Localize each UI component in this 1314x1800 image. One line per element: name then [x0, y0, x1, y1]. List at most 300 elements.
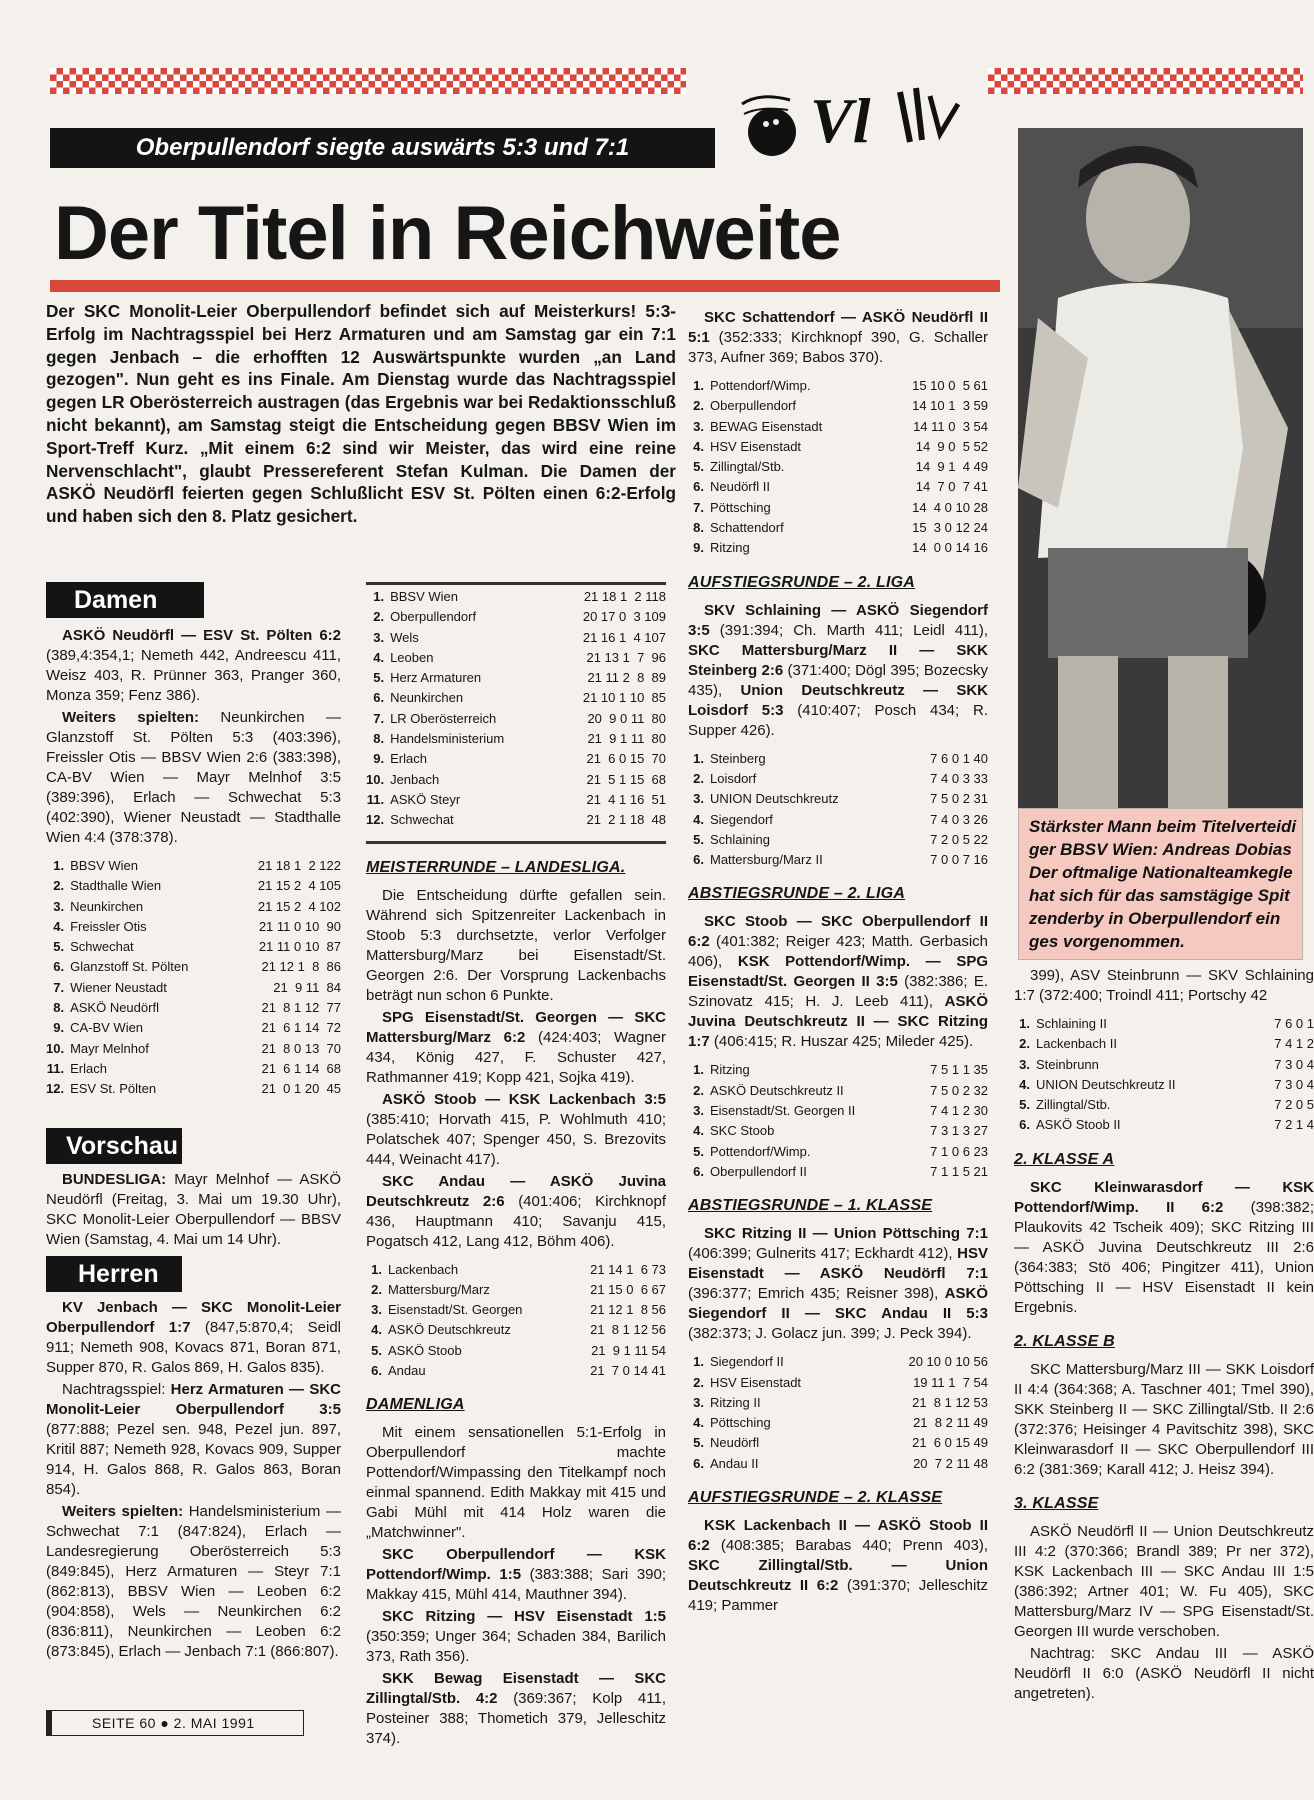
standings-row	[366, 790, 666, 810]
team-name: Andau	[388, 1363, 426, 1379]
team-stats: 21 10 1 10 85	[582, 690, 666, 706]
match-headline: SKC Ritzing — HSV Eisenstadt 1:5	[382, 1608, 666, 1626]
team-stats: 21 9 1 11 80	[587, 731, 666, 747]
nachtrag-label: Nachtragsspiel:	[62, 1380, 166, 1398]
standings-row	[46, 978, 341, 998]
page-date: 2. MAI 1991	[173, 1715, 255, 1731]
team-name: UNION Deutschkreutz	[710, 791, 839, 807]
rank: 3.	[693, 1103, 704, 1119]
team-name: Andau II	[710, 1455, 759, 1471]
team-name: Steinbrunn	[1036, 1056, 1099, 1072]
match-details: (401:382; Reiger 423; Matth. Gerbasich 406),	[688, 933, 989, 971]
standings-row	[46, 897, 341, 917]
match-details: (408:385; Barabas 440; Prenn 403),	[720, 1537, 988, 1555]
standings-row	[688, 810, 988, 830]
team-name: Handelsministerium	[390, 731, 505, 747]
team-name: Mattersburg/Marz II	[710, 852, 823, 868]
team-stats: 15 10 0 5 61	[912, 378, 988, 393]
rank: 3.	[693, 418, 704, 434]
match-headline: SKC Mattersburg/Marz II — SKK Steinberg 2:6	[688, 641, 988, 679]
page-footer	[46, 1710, 304, 1736]
team-stats: 21 15 2 4 105	[257, 878, 341, 894]
team-name: Lackenbach II	[1036, 1036, 1117, 1052]
match-details: (391:370; Jelleschitz 419; Pammer	[688, 1577, 988, 1615]
standings-row	[688, 850, 988, 870]
team-name: Zillingtal/Stb.	[1036, 1097, 1111, 1113]
rank: 3.	[373, 629, 385, 645]
rank: 7.	[53, 979, 65, 995]
standings-row	[46, 998, 341, 1018]
team-name: ASKÖ Stoob II	[1036, 1117, 1121, 1133]
match-headline: ASKÖ Juvina Deutschkreutz II — SKC Ritzing 1:7	[688, 993, 988, 1051]
rank: 4.	[53, 918, 65, 934]
team-stats: 21 7 0 14 41	[590, 1363, 666, 1379]
team-name: Oberpullendorf	[710, 398, 796, 414]
team-name: Siegendorf II	[710, 1354, 784, 1370]
rank: 12.	[46, 1081, 65, 1097]
section-heading-aufstieg-2-klasse: AUFSTIEGSRUNDE – 2. KLASSE	[688, 1489, 943, 1507]
section-heading-2-klasse-a: 2. KLASSE A	[1014, 1150, 1115, 1168]
rank: 1.	[693, 750, 704, 766]
photo-caption	[1018, 808, 1303, 960]
rank: 2.	[693, 1374, 704, 1390]
match-headline: SPG Eisenstadt/St. Georgen — SKC Mattersburg/Marz 6:2	[366, 1008, 666, 1046]
team-name: Herz Armaturen	[390, 670, 482, 686]
standings-row	[366, 1361, 666, 1381]
team-name: Erlach	[390, 751, 427, 767]
team-stats: 21 8 1 12 53	[912, 1394, 988, 1410]
weiters-label: Weiters spielten:	[62, 1502, 184, 1520]
match-details: (396:377; Emrich 435; Reisner 398),	[688, 1285, 939, 1303]
standings-row	[688, 1413, 988, 1433]
rank: 4.	[693, 1123, 704, 1139]
rank: 4.	[693, 811, 704, 827]
rank: 7.	[373, 710, 385, 726]
standings-abstieg-2-liga	[688, 1060, 988, 1182]
team-stats: 7 3 0 4	[1274, 1056, 1314, 1072]
standings-row	[688, 417, 988, 437]
standings-herren	[366, 587, 666, 831]
section-heading-abstieg-2-liga: ABSTIEGSRUNDE – 2. LIGA	[688, 885, 906, 903]
team-name: Neunkirchen	[70, 898, 144, 914]
standings-row	[688, 1433, 988, 1453]
rank: 9.	[373, 751, 385, 767]
team-stats: 7 2 0 5	[1274, 1097, 1314, 1113]
standings-row	[688, 376, 988, 396]
standings-row	[46, 1079, 341, 1099]
team-name: Stadthalle Wien	[70, 878, 162, 894]
standings-row	[366, 770, 666, 790]
standings-row	[1014, 1095, 1314, 1115]
column-1	[46, 582, 341, 1662]
team-stats: 21 15 2 4 102	[257, 898, 341, 914]
standings-aufstieg-2-klasse	[1014, 1014, 1314, 1136]
standings-row	[688, 1352, 988, 1372]
rank: 6.	[693, 1163, 704, 1179]
section-heading-herren: Herren	[46, 1256, 182, 1292]
continued-text: 399), ASV Steinbrunn — SKV Schlaining 1:7 (372:400; Troindl 411; Portschy 42	[1014, 967, 1314, 1004]
team-name: Mattersburg/Marz	[388, 1281, 490, 1297]
standings-row	[366, 628, 666, 648]
match-headline: Herz Armaturen — SKC Monolit-Leier Oberpullendorf 3:5	[46, 1380, 341, 1418]
team-name: BBSV Wien	[390, 589, 458, 604]
rank: 6.	[1019, 1117, 1030, 1133]
team-stats: 21 0 1 20 45	[261, 1081, 341, 1097]
rank: 1.	[1019, 1016, 1030, 1031]
section-heading-aufstieg-2-liga: AUFSTIEGSRUNDE – 2. LIGA	[688, 573, 916, 591]
rank: 3.	[53, 898, 65, 914]
team-stats: 21 12 1 8 56	[590, 1302, 666, 1318]
match-headline: SKV Schlaining — ASKÖ Siegendorf 3:5	[688, 601, 988, 639]
team-stats: 20 7 2 11 48	[913, 1455, 988, 1471]
rank: 3.	[1019, 1056, 1030, 1072]
standings-row	[688, 1454, 988, 1474]
match-headline: KV Jenbach — SKC Monolit-Leier Oberpullendorf 1:7	[46, 1298, 341, 1336]
rank: 3.	[693, 1394, 704, 1410]
page-number: SEITE 60	[92, 1715, 156, 1731]
checker-bar-left	[50, 68, 686, 94]
standings-damenliga	[688, 376, 988, 559]
team-stats: 21 8 1 12 56	[590, 1322, 666, 1338]
kicker-text: Oberpullendorf siegte auswärts 5:3 und 7:1	[135, 134, 630, 161]
team-name: Steinberg	[710, 750, 766, 766]
rank: 12.	[366, 812, 385, 828]
team-stats: 7 4 0 3 26	[930, 811, 988, 827]
team-stats: 14 10 1 3 59	[912, 398, 988, 414]
standings-row	[688, 1162, 988, 1182]
rank: 6.	[373, 690, 385, 706]
standings-box	[366, 582, 666, 831]
bullet-icon: ●	[160, 1715, 170, 1731]
column-3	[688, 308, 988, 1616]
section-heading-damenliga: DAMENLIGA	[366, 1396, 465, 1414]
rank: 4.	[373, 649, 385, 665]
standings-row	[366, 1320, 666, 1340]
team-name: Glanzstoff St. Pölten	[70, 959, 189, 975]
standings-row	[46, 1059, 341, 1079]
match-details: (371:400; Dögl 395; Bozecsky 435),	[688, 661, 989, 699]
standings-row	[366, 668, 666, 688]
rank: 5.	[1019, 1097, 1030, 1113]
rank: 4.	[1019, 1076, 1030, 1092]
rank: 8.	[373, 731, 385, 747]
team-name: ESV St. Pölten	[70, 1081, 157, 1097]
rank: 2.	[693, 1082, 704, 1098]
match-details: (877:888; Pezel sen. 948, Pezel jun. 897, Kritil 887; Nemeth 928, Kovacs 909, Supper 914, H. Galos 868, R. Galos 863, Boran 854).	[46, 1420, 341, 1498]
match-headline: KSK Pottendorf/Wimp. — SPG Eisenstadt/St. Georgen II 3:5	[688, 953, 988, 991]
rank: 2.	[1019, 1036, 1030, 1052]
standings-row	[366, 1280, 666, 1300]
match-details: (352:333; Kirchknopf 390, G. Schaller 373, Aufner 369; Babos 370).	[688, 329, 988, 366]
team-stats: 21 6 0 15 49	[912, 1435, 988, 1451]
match-details: (401:406; Kirchknopf 436, Hauptmann 410; Savanju 415, Pogatsch 412, Lang 412, Böhm 406).	[366, 1192, 667, 1250]
team-stats: 7 3 0 4	[1274, 1076, 1314, 1092]
team-name: Leoben	[390, 649, 434, 665]
team-stats: 21 9 11 84	[273, 979, 341, 995]
weiters-text: Handelsministerium — Schwechat 7:1 (847:824), Erlach — Landesregierung Oberösterreich 5:3 (849:845), Herz Armaturen — Steyr 7:1 (862:813), BBSV Wien — Leoben 6:2 (904:858), Wels — Neunkirchen 6:2 (836:811), Neunkirchen — Leoben 6:2 (873:845), Erlach — Jenbach 7:1 (866:807).	[46, 1502, 341, 1660]
rank: 2.	[371, 1281, 382, 1297]
rank: 5.	[371, 1342, 382, 1358]
team-name: Eisenstadt/St. Georgen II	[710, 1103, 856, 1119]
section-heading-2-klasse-b: 2. KLASSE B	[1014, 1332, 1115, 1350]
standings-row	[688, 1373, 988, 1393]
team-stats: 14 0 0 14 16	[912, 540, 988, 556]
standings-row	[1014, 1034, 1314, 1054]
team-name: ASKÖ Deutschkreutz	[388, 1322, 511, 1338]
team-stats: 7 2 1 4	[1274, 1117, 1314, 1133]
rank: 10.	[46, 1040, 65, 1056]
team-name: SKC Stoob	[710, 1123, 775, 1139]
rank: 2.	[693, 398, 704, 414]
standings-row	[366, 587, 666, 607]
rank: 4.	[371, 1322, 382, 1338]
team-stats: 7 1 1 5 21	[930, 1163, 988, 1179]
match-headline: SKC Kleinwarasdorf — KSK Pottendorf/Wimp. II 6:2	[1014, 1178, 1314, 1216]
match-details: (398:382; Plaukovits 42 Tscheik 409); SKC Ritzing III — ASKÖ Juvina Deutschkreutz III 2:6 (364:383; Stö 406; Pingitzer 411), Union Pöttsching II — HSV Eisenstadt II kein Ergebnis.	[1014, 1198, 1314, 1316]
match-headline: ASKÖ Stoob — KSK Lackenbach 3:5	[382, 1090, 666, 1108]
team-stats: 7 2 0 5 22	[930, 831, 988, 847]
column-2	[366, 582, 666, 1749]
rank: 1.	[693, 378, 704, 393]
standings-row	[688, 1101, 988, 1121]
team-name: HSV Eisenstadt	[710, 1374, 802, 1390]
team-name: Freissler Otis	[70, 918, 147, 934]
match-details: (350:359; Unger 364; Schaden 384, Barilich 373, Rath 356).	[366, 1628, 666, 1666]
standings-row	[688, 1121, 988, 1141]
rank: 2.	[53, 878, 65, 894]
team-name: Schattendorf	[710, 520, 784, 536]
team-stats: 21 6 1 14 68	[261, 1060, 341, 1076]
team-stats: 21 11 2 8 89	[587, 670, 666, 686]
standings-row	[366, 648, 666, 668]
standings-row	[46, 1039, 341, 1059]
match-details: (383:388; Sari 390; Makkay 415, Mühl 414, Mauthner 394).	[366, 1566, 667, 1604]
rank: 2.	[693, 770, 704, 786]
kicker-banner	[50, 128, 715, 168]
team-name: Ritzing	[710, 540, 750, 556]
rank: 6.	[693, 479, 704, 495]
standings-row	[1014, 1075, 1314, 1095]
rank: 4.	[693, 438, 704, 454]
rank: 3.	[693, 791, 704, 807]
standings-row	[46, 856, 341, 876]
standings-row	[366, 810, 666, 830]
rank: 6.	[693, 852, 704, 868]
team-stats: 21 11 0 10 90	[258, 918, 341, 934]
damenliga-intro: Mit einem sensationellen 5:1-Erfolg in Oberpullendorf machte Pottendorf/Wimpassing den Titelkampf noch einmal spannend. Edith Makkay mit 415 und Gabi Mühl mit 414 Holz waren die „Matchwinner".	[366, 1424, 666, 1542]
rank: 6.	[371, 1363, 382, 1379]
standings-aufstieg-2-liga	[688, 749, 988, 871]
match-details: (410:407; Posch 434; R. Supper 426).	[688, 701, 988, 739]
rank: 11.	[46, 1060, 65, 1076]
meisterrunde-intro: Die Entscheidung dürfte gefallen sein. Während sich Spitzenreiter Lackenbach in Stoob 5:3 durchsetzte, verlor Verfolger Mattersburg/Marz bei Eisenstadt/St. Georgen 2:6. Der Vorsprung Lackenbachs beträgt nun schon 6 Punkte.	[366, 886, 666, 1004]
team-name: Zillingtal/Stb.	[710, 459, 785, 475]
column-4	[1014, 966, 1314, 1766]
team-stats: 14 11 0 3 54	[913, 418, 988, 434]
standings-row	[688, 538, 988, 558]
bowling-logo	[730, 74, 970, 164]
team-name: Loisdorf	[710, 770, 757, 786]
team-stats: 7 3 1 3 27	[930, 1123, 988, 1139]
team-name: Wels	[390, 629, 419, 645]
team-stats: 21 12 1 8 86	[261, 959, 341, 975]
team-stats: 21 11 0 10 87	[258, 939, 341, 955]
match-headline: KSK Lackenbach II — ASKÖ Stoob II 6:2	[688, 1517, 988, 1555]
rank: 1.	[373, 589, 385, 604]
match-headline: HSV Eisenstadt — ASKÖ Neudörfl 7:1	[688, 1245, 989, 1283]
standings-row	[688, 1393, 988, 1413]
rank: 7.	[693, 499, 704, 515]
rank: 5.	[693, 459, 704, 475]
standings-row	[46, 937, 341, 957]
standings-row	[688, 498, 988, 518]
section-heading-abstieg-1-klasse: ABSTIEGSRUNDE – 1. KLASSE	[688, 1197, 933, 1215]
team-name: CA-BV Wien	[70, 1020, 144, 1036]
match-details: (406:399; Gulnerits 417; Eckhardt 412),	[688, 1245, 953, 1263]
rank: 5.	[53, 939, 65, 955]
rank: 8.	[53, 1000, 65, 1016]
team-name: Jenbach	[390, 771, 440, 787]
caption-line: ges vorgenommen.	[1029, 932, 1185, 951]
team-stats: 7 5 1 1 35	[930, 1062, 988, 1078]
team-stats: 20 10 0 10 56	[908, 1354, 988, 1370]
checker-bar-right	[988, 68, 1303, 94]
team-name: Oberpullendorf II	[710, 1163, 807, 1179]
standings-row	[366, 709, 666, 729]
caption-line: hat sich für das samstägige Spit	[1029, 886, 1290, 905]
match-headline: SKC Oberpullendorf — KSK Pottendorf/Wimp. 1:5	[366, 1546, 666, 1584]
match-details: (369:367; Kolp 411, Posteiner 388; Thometich 379, Jelleschitz 374).	[366, 1690, 667, 1748]
rank: 6.	[53, 959, 65, 975]
standings-row	[46, 876, 341, 896]
team-name: Ritzing II	[710, 1394, 761, 1410]
rank: 2.	[373, 609, 385, 625]
team-stats: 7 5 0 2 32	[930, 1082, 988, 1098]
standings-row	[1014, 1115, 1314, 1135]
team-name: Pottendorf/Wimp.	[710, 378, 811, 393]
team-stats: 21 2 1 18 48	[586, 812, 666, 828]
team-stats: 21 4 1 16 51	[586, 791, 666, 807]
team-stats: 7 4 1 2	[1274, 1036, 1314, 1052]
standings-row	[688, 1142, 988, 1162]
match-headline: SKC Schattendorf — ASKÖ Neudörfl II 5:1	[688, 309, 988, 346]
team-name: Ritzing	[710, 1062, 750, 1078]
team-stats: 21 13 1 7 96	[586, 649, 666, 665]
rank: 3.	[371, 1302, 382, 1318]
team-name: UNION Deutschkreutz II	[1036, 1076, 1176, 1092]
standings-meisterrunde	[366, 1260, 666, 1382]
team-stats: 21 9 1 11 54	[591, 1342, 666, 1358]
team-name: LR Oberösterreich	[390, 710, 497, 726]
team-name: ASKÖ Stoob	[388, 1342, 462, 1358]
standings-row	[1014, 1014, 1314, 1034]
caption-line: zenderby in Oberpullendorf ein	[1029, 909, 1281, 928]
match-details: (847,5:870,4; Seidl 911; Nemeth 908, Kovacs 871, Boran 871, Supper 870, R. Galos 869, H. Galos 835).	[46, 1318, 341, 1376]
team-name: ASKÖ Deutschkreutz II	[710, 1082, 844, 1098]
standings-row	[688, 789, 988, 809]
standings-row	[46, 917, 341, 937]
standings-row	[46, 957, 341, 977]
standings-row	[366, 1300, 666, 1320]
standings-row	[366, 729, 666, 749]
match-details: (382:386; E. Szinovatz 415; H. J. Leeb 411),	[688, 973, 988, 1011]
team-stats: 14 4 0 10 28	[912, 499, 988, 515]
team-name: HSV Eisenstadt	[710, 438, 802, 454]
vorschau-label: BUNDESLIGA:	[62, 1170, 167, 1188]
team-stats: 7 0 0 7 16	[930, 852, 988, 868]
standings-row	[688, 769, 988, 789]
team-name: Neunkirchen	[390, 690, 464, 706]
rank: 5.	[693, 831, 704, 847]
match-details: (424:403; Wagner 434, König 427, F. Schuster 427, Rathmanner 419; Kopp 421, Sojka 419).	[366, 1028, 666, 1086]
team-stats: 21 8 1 12 77	[261, 1000, 341, 1016]
rank: 1.	[371, 1261, 382, 1277]
rank: 1.	[693, 1354, 704, 1370]
team-stats: 20 9 0 11 80	[587, 710, 666, 726]
rank: 11.	[366, 791, 385, 807]
match-headline: SKC Zillingtal/Stb. — Union Deutschkreutz II 6:2	[688, 1557, 988, 1595]
match-headline: SKC Ritzing II — Union Pöttsching 7:1	[704, 1225, 988, 1243]
rank: 5.	[373, 670, 385, 686]
standings-row	[688, 437, 988, 457]
standings-abstieg-1-klasse	[688, 1352, 988, 1474]
caption-line: Der oftmalige Nationalteamkegle	[1029, 863, 1293, 882]
team-stats: 15 3 0 12 24	[912, 520, 988, 536]
team-name: Mayr Melnhof	[70, 1040, 149, 1056]
standings-row	[1014, 1055, 1314, 1075]
standings-row	[366, 749, 666, 769]
rank: 1.	[53, 858, 65, 873]
rank: 9.	[693, 540, 704, 556]
team-name: ASKÖ Neudörfl	[70, 1000, 159, 1016]
klasse-2b-text: SKC Mattersburg/Marz III — SKK Loisdorf II 4:4 (364:368; A. Taschner 401; Tmel 390), SKK Steinberg II — SKC Zillingtal/Stb. II 2:6 (372:376; Heisinger 4 Pavitschitz 398), SKC Kleinwarasdorf II — SKC Oberpullendorf III 6:2 (381:369; Karall 412; J. Heisz 394).	[1014, 1360, 1314, 1478]
team-stats: 7 4 0 3 33	[930, 770, 988, 786]
team-name: Lackenbach	[388, 1261, 459, 1277]
team-stats: 14 9 1 4 49	[915, 459, 988, 475]
player-photo	[1018, 128, 1303, 808]
weiters-label: Weiters spielten:	[62, 709, 199, 726]
section-heading-damen: Damen	[46, 582, 204, 618]
rank: 9.	[53, 1020, 65, 1036]
match-headline: ASKÖ Neudörfl — ESV St. Pölten 6:2	[62, 627, 341, 644]
klasse-3-nachtrag: Nachtrag: SKC Andau III — ASKÖ Neudörfl II 6:0 (ASKÖ Neudörfl II nicht angetreten).	[1014, 1644, 1314, 1702]
lead-paragraph: Der SKC Monolit-Leier Oberpullendorf befindet sich auf Meisterkurs! 5:3-Erfolg im Nachtragsspiel bei Herz Armaturen und am Samstag gar ein 7:1 gegen Jenbach – die erhofften 12 Auswärtspunkte wurden „an Land gezogen". Nun geht es ins Finale. Am Dienstag wurde das Nachtragsspiel gegen LR Oberösterreich austragen (das Ergebnis war bei Redaktionsschluß nicht bekannt), am Samstag steigt die Entscheidung gegen BBSV Wien im Sport-Treff Kurz. „Mit einem 6:2 sind wir Meister, das wird eine reine Nervenschlacht", glaubt Pressereferent Stefan Kulman. Die Damen der ASKÖ Neudörfl feierten gegen Schlußlicht ESV St. Pölten einen 6:2-Erfolg und haben sich den 8. Platz gesichert.	[46, 301, 676, 527]
standings-damen	[46, 856, 341, 1100]
team-name: Wiener Neustadt	[70, 979, 167, 995]
team-stats: 21 6 1 14 72	[261, 1020, 341, 1036]
standings-row	[688, 830, 988, 850]
caption-line: ger BBSV Wien: Andreas Dobias	[1029, 840, 1292, 859]
standings-row	[366, 607, 666, 627]
standings-row	[366, 1341, 666, 1361]
team-stats: 20 17 0 3 109	[582, 609, 666, 625]
team-name: Oberpullendorf	[390, 609, 477, 625]
standings-row	[688, 477, 988, 497]
vorschau-text: Mayr Melnhof — ASKÖ Neudörfl (Freitag, 3. Mai um 19.30 Uhr), SKC Monolit-Leier Oberpullendorf — BBSV Wien (Samstag, 4. Mai um 14 Uhr).	[46, 1170, 341, 1248]
team-stats: 7 5 0 2 31	[930, 791, 988, 807]
team-stats: 14 7 0 7 41	[915, 479, 988, 495]
match-headline: SKC Andau — ASKÖ Juvina Deutschkreutz 2:6	[366, 1172, 666, 1210]
rank: 8.	[693, 520, 704, 536]
team-name: Neudörfl	[710, 1435, 760, 1451]
team-name: ASKÖ Steyr	[390, 791, 461, 807]
rank: 5.	[693, 1435, 704, 1451]
match-headline: SKK Bewag Eisenstadt — SKC Zillingtal/Stb. 4:2	[366, 1670, 666, 1708]
rank: 10.	[366, 771, 385, 787]
caption-line: Stärkster Mann beim Titelverteidi	[1029, 817, 1297, 836]
standings-row	[688, 518, 988, 538]
team-name: BEWAG Eisenstadt	[710, 418, 823, 434]
